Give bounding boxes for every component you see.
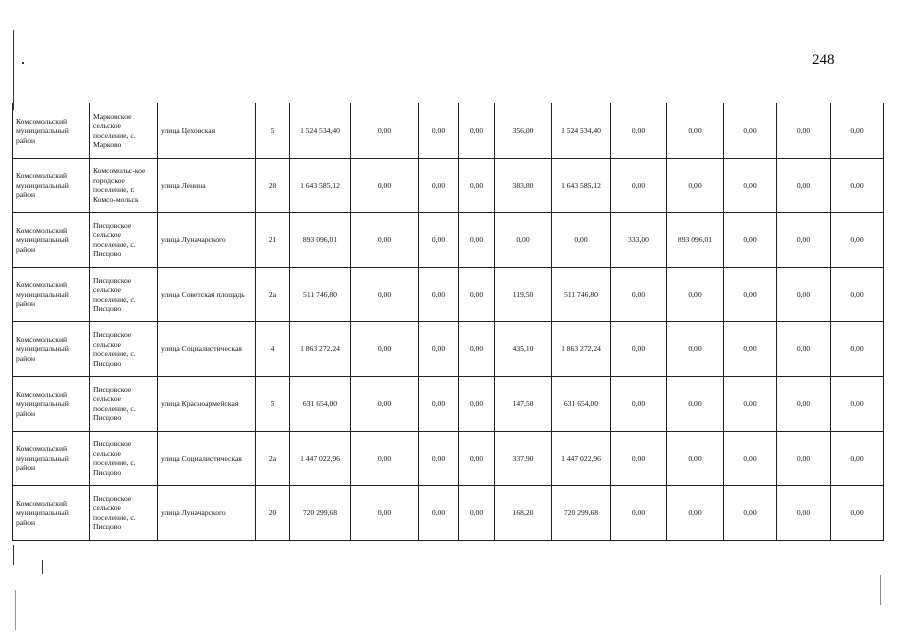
value-cell: 1 524 534,40	[552, 104, 611, 159]
value-cell: 0,00	[351, 431, 419, 486]
value-cell: 0,00	[351, 322, 419, 377]
value-cell: 0,00	[419, 267, 459, 322]
value-cell: 0,00	[611, 431, 667, 486]
settlement-cell: Писцовское сельское поселение, с. Писцово	[90, 376, 158, 431]
value-cell: 0,00	[831, 376, 884, 431]
street-cell: улица Советская площадь	[158, 267, 256, 322]
value-cell: 0,00	[667, 158, 724, 213]
scan-edge-line-left	[13, 30, 14, 110]
settlement-cell: Комсомольс-кое городское поселение, г. Комсо-мольск	[90, 158, 158, 213]
value-cell: 147,50	[495, 376, 552, 431]
value-cell: 0,00	[831, 104, 884, 159]
settlement-cell: Марковское сельское поселение, с. Марково	[90, 104, 158, 159]
value-cell: 0,00	[419, 213, 459, 268]
value-cell: 333,00	[611, 213, 667, 268]
value-cell: 0,00	[419, 104, 459, 159]
value-cell: 1 863 272,24	[552, 322, 611, 377]
value-cell: 0,00	[831, 158, 884, 213]
value-cell: 0,00	[419, 322, 459, 377]
house-number-cell: 20	[256, 486, 290, 541]
value-cell: 0,00	[831, 431, 884, 486]
house-number-cell: 28	[256, 158, 290, 213]
value-cell: 0,00	[419, 376, 459, 431]
table-row	[13, 376, 884, 431]
settlement-cell: Писцовское сельское поселение, с. Писцово	[90, 267, 158, 322]
value-cell: 0,00	[667, 486, 724, 541]
value-cell: 168,20	[495, 486, 552, 541]
value-cell: 1 863 272,24	[290, 322, 351, 377]
value-cell: 0,00	[777, 213, 831, 268]
value-cell: 893 096,01	[667, 213, 724, 268]
value-cell: 0,00	[724, 104, 777, 159]
value-cell: 0,00	[777, 158, 831, 213]
value-cell: 0,00	[351, 213, 419, 268]
value-cell: 0,00	[831, 213, 884, 268]
table-body	[13, 104, 884, 541]
value-cell: 0,00	[777, 431, 831, 486]
house-number-cell: 21	[256, 213, 290, 268]
table-row	[13, 322, 884, 377]
value-cell: 0,00	[831, 486, 884, 541]
value-cell: 0,00	[611, 486, 667, 541]
value-cell: 0,00	[351, 376, 419, 431]
value-cell: 0,00	[777, 376, 831, 431]
value-cell: 0,00	[351, 267, 419, 322]
value-cell: 0,00	[667, 267, 724, 322]
district-cell: Комсомольский муниципальный район	[13, 213, 90, 268]
value-cell: 0,00	[611, 322, 667, 377]
value-cell: 0,00	[419, 486, 459, 541]
page-number: 248	[812, 52, 835, 68]
settlement-cell: Писцовское сельское поселение, с. Писцово	[90, 322, 158, 377]
value-cell: 0,00	[724, 322, 777, 377]
value-cell: 119,50	[495, 267, 552, 322]
value-cell: 0,00	[777, 486, 831, 541]
value-cell: 0,00	[459, 158, 495, 213]
value-cell: 0,00	[611, 267, 667, 322]
settlement-cell: Писцовское сельское поселение, с. Писцово	[90, 213, 158, 268]
value-cell: 1 524 534,40	[290, 104, 351, 159]
house-number-cell: 2а	[256, 431, 290, 486]
district-cell: Комсомольский муниципальный район	[13, 376, 90, 431]
value-cell: 0,00	[667, 376, 724, 431]
scan-mark-dot-2	[880, 575, 881, 605]
value-cell: 1 447 022,96	[290, 431, 351, 486]
value-cell: 0,00	[724, 267, 777, 322]
value-cell: 337,90	[495, 431, 552, 486]
table-row	[13, 104, 884, 159]
house-number-cell: 5	[256, 104, 290, 159]
value-cell: 0,00	[667, 431, 724, 486]
value-cell: 0,00	[419, 431, 459, 486]
district-cell: Комсомольский муниципальный район	[13, 322, 90, 377]
value-cell: 0,00	[831, 322, 884, 377]
value-cell: 0,00	[495, 213, 552, 268]
district-cell: Комсомольский муниципальный район	[13, 158, 90, 213]
value-cell: 0,00	[611, 104, 667, 159]
value-cell: 631 654,00	[290, 376, 351, 431]
table-row	[13, 486, 884, 541]
scan-mark-dot-3	[15, 590, 16, 630]
value-cell: 0,00	[459, 376, 495, 431]
value-cell: 0,00	[351, 486, 419, 541]
value-cell: 0,00	[459, 213, 495, 268]
value-cell: 0,00	[351, 158, 419, 213]
district-cell: Комсомольский муниципальный район	[13, 104, 90, 159]
district-cell: Комсомольский муниципальный район	[13, 267, 90, 322]
scan-mark-stroke	[42, 560, 43, 574]
street-cell: улица Цеховская	[158, 104, 256, 159]
value-cell: 0,00	[724, 486, 777, 541]
value-cell: 0,00	[459, 322, 495, 377]
settlement-cell: Писцовское сельское поселение, с. Писцово	[90, 431, 158, 486]
value-cell: 511 746,80	[552, 267, 611, 322]
value-cell: 0,00	[611, 158, 667, 213]
value-cell: 1 643 585,12	[552, 158, 611, 213]
value-cell: 0,00	[419, 158, 459, 213]
value-cell: 511 746,80	[290, 267, 351, 322]
street-cell: улица Социалистическая	[158, 322, 256, 377]
data-table	[12, 103, 884, 541]
street-cell: улица Социалистическая	[158, 431, 256, 486]
value-cell: 435,10	[495, 322, 552, 377]
value-cell: 0,00	[552, 213, 611, 268]
value-cell: 0,00	[459, 431, 495, 486]
table-row	[13, 213, 884, 268]
district-cell: Комсомольский муниципальный район	[13, 486, 90, 541]
value-cell: 0,00	[724, 376, 777, 431]
value-cell: 720 299,68	[552, 486, 611, 541]
value-cell: 0,00	[724, 213, 777, 268]
value-cell: 0,00	[777, 104, 831, 159]
street-cell: улица Красноармейская	[158, 376, 256, 431]
value-cell: 0,00	[667, 322, 724, 377]
value-cell: 0,00	[459, 267, 495, 322]
district-cell: Комсомольский муниципальный район	[13, 431, 90, 486]
value-cell: 0,00	[724, 431, 777, 486]
house-number-cell: 5	[256, 376, 290, 431]
table-row	[13, 267, 884, 322]
value-cell: 356,00	[495, 104, 552, 159]
value-cell: 1 447 022,96	[552, 431, 611, 486]
street-cell: улица Луначарского	[158, 213, 256, 268]
settlement-cell: Писцовское сельское поселение, с. Писцово	[90, 486, 158, 541]
table-row	[13, 431, 884, 486]
table-row	[13, 158, 884, 213]
value-cell: 0,00	[459, 486, 495, 541]
value-cell: 0,00	[667, 104, 724, 159]
street-cell: улица Ленина	[158, 158, 256, 213]
scan-mark-dot-1	[22, 62, 24, 64]
value-cell: 383,80	[495, 158, 552, 213]
value-cell: 720 299,68	[290, 486, 351, 541]
value-cell: 0,00	[351, 104, 419, 159]
value-cell: 1 643 585,12	[290, 158, 351, 213]
house-number-cell: 2а	[256, 267, 290, 322]
value-cell: 893 096,01	[290, 213, 351, 268]
value-cell: 0,00	[724, 158, 777, 213]
value-cell: 0,00	[777, 322, 831, 377]
value-cell: 0,00	[459, 104, 495, 159]
value-cell: 0,00	[611, 376, 667, 431]
street-cell: улица Луначарского	[158, 486, 256, 541]
value-cell: 0,00	[777, 267, 831, 322]
value-cell: 631 654,00	[552, 376, 611, 431]
value-cell: 0,00	[831, 267, 884, 322]
house-number-cell: 4	[256, 322, 290, 377]
scan-edge-line-left-lower	[13, 545, 14, 565]
